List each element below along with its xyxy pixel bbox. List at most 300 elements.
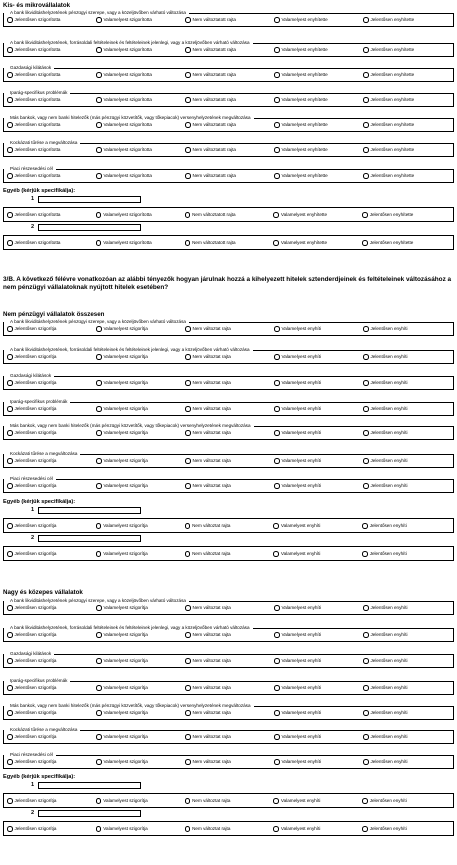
nonfin-other2-option-1[interactable] [7, 551, 96, 557]
micro-option-2[interactable] [96, 122, 185, 128]
radio-button[interactable] [273, 240, 279, 246]
nonfin-other2-option-2[interactable] [96, 551, 185, 557]
option-label: Jelentősen szigorítja [14, 759, 57, 765]
micro-option-2[interactable] [96, 17, 185, 23]
micro-other2-option-4[interactable] [273, 240, 362, 246]
radio-button[interactable] [274, 354, 280, 360]
nonfin-option-2[interactable] [96, 458, 185, 464]
radio-button[interactable] [363, 458, 369, 464]
nonfin-option-1[interactable] [7, 380, 96, 386]
nonfin-other2-option-4[interactable] [273, 551, 362, 557]
micro-option-5[interactable] [363, 122, 452, 128]
nonfin-option-5[interactable] [363, 458, 452, 464]
radio-button[interactable] [362, 212, 368, 218]
radio-button[interactable] [185, 97, 191, 103]
large-option-3[interactable] [185, 632, 274, 638]
large-option-3[interactable] [185, 605, 274, 611]
large-option-4[interactable] [274, 759, 363, 765]
radio-button[interactable] [7, 122, 13, 128]
option-label: Jelentősen enyhíti [370, 685, 408, 691]
nonfin-factor-group [3, 423, 454, 441]
nonfin-option-1[interactable] [7, 406, 96, 412]
radio-button[interactable] [96, 798, 102, 804]
micro-option-3[interactable] [185, 147, 274, 153]
large-option-1[interactable] [7, 658, 96, 664]
radio-button[interactable] [185, 551, 191, 557]
radio-button[interactable] [185, 798, 191, 804]
frame-border [3, 654, 4, 668]
nonfin-option-1[interactable] [7, 326, 96, 332]
radio-button[interactable] [185, 240, 191, 246]
radio-button[interactable] [185, 658, 191, 664]
nonfin-option-5[interactable] [363, 380, 452, 386]
radio-button[interactable] [274, 380, 280, 386]
radio-button[interactable] [185, 47, 191, 53]
radio-button[interactable] [274, 72, 280, 78]
radio-button[interactable] [96, 326, 102, 332]
micro-option-2[interactable] [96, 72, 185, 78]
micro-option-1[interactable] [7, 122, 96, 128]
radio-button[interactable] [96, 551, 102, 557]
radio-button[interactable] [273, 826, 279, 832]
radio-button[interactable] [363, 483, 369, 489]
nonfin-option-4[interactable] [274, 354, 363, 360]
radio-button[interactable] [363, 658, 369, 664]
radio-button[interactable] [7, 326, 13, 332]
large-option-5[interactable] [363, 759, 452, 765]
radio-button[interactable] [273, 798, 279, 804]
radio-button[interactable] [185, 826, 191, 832]
radio-button[interactable] [363, 354, 369, 360]
radio-button[interactable] [96, 759, 102, 765]
radio-button[interactable] [96, 212, 102, 218]
micro-option-1[interactable] [7, 173, 96, 179]
frame-border [3, 169, 4, 183]
large-option-3[interactable] [185, 710, 274, 716]
nonfin-option-3[interactable] [185, 326, 274, 332]
radio-button[interactable] [96, 734, 102, 740]
radio-button[interactable] [7, 458, 13, 464]
micro-option-4[interactable] [274, 17, 363, 23]
radio-button[interactable] [7, 380, 13, 386]
radio-button[interactable] [7, 685, 13, 691]
large-other1-option-2[interactable] [96, 798, 185, 804]
large-other1-option-5[interactable] [362, 798, 451, 804]
micro-option-3[interactable] [185, 47, 274, 53]
option-label: Jelentősen enyhítette [370, 147, 415, 153]
large-options [7, 685, 452, 691]
large-option-1[interactable] [7, 685, 96, 691]
radio-button[interactable] [185, 523, 191, 529]
radio-button[interactable] [274, 47, 280, 53]
large-option-5[interactable] [363, 632, 452, 638]
micro-option-5[interactable] [363, 72, 452, 78]
micro-option-1[interactable] [7, 47, 96, 53]
nonfin-other1-option-4[interactable] [273, 523, 362, 529]
large-option-2[interactable] [96, 632, 185, 638]
large-other1-option-3[interactable] [185, 798, 274, 804]
radio-button[interactable] [96, 47, 102, 53]
radio-button[interactable] [185, 122, 191, 128]
large-option-1[interactable] [7, 734, 96, 740]
radio-button[interactable] [7, 212, 13, 218]
nonfin-other1-option-2[interactable] [96, 523, 185, 529]
radio-button[interactable] [7, 826, 13, 832]
nonfin-other-input-1[interactable] [38, 507, 141, 514]
radio-button[interactable] [363, 430, 369, 436]
radio-button[interactable] [7, 17, 13, 23]
radio-button[interactable] [96, 97, 102, 103]
radio-button[interactable] [274, 173, 280, 179]
large-other2-option-1[interactable] [7, 826, 96, 832]
option-label: Valamelyest enyhíti [281, 326, 321, 332]
radio-button[interactable] [363, 122, 369, 128]
option-label: Valamelyest enyhíti [281, 380, 321, 386]
nonfin-option-3[interactable] [185, 430, 274, 436]
micro-option-3[interactable] [185, 173, 274, 179]
large-option-3[interactable] [185, 685, 274, 691]
radio-button[interactable] [363, 759, 369, 765]
radio-button[interactable] [274, 483, 280, 489]
large-other2-option-4[interactable] [273, 826, 362, 832]
large-option-4[interactable] [274, 685, 363, 691]
radio-button[interactable] [362, 798, 368, 804]
nonfin-option-5[interactable] [363, 326, 452, 332]
large-other2-option-3[interactable] [185, 826, 274, 832]
nonfin-option-2[interactable] [96, 483, 185, 489]
radio-button[interactable] [363, 710, 369, 716]
micro-option-5[interactable] [363, 147, 452, 153]
radio-button[interactable] [363, 734, 369, 740]
micro-option-5[interactable] [363, 47, 452, 53]
radio-button[interactable] [185, 17, 191, 23]
radio-button[interactable] [274, 734, 280, 740]
radio-button[interactable] [273, 551, 279, 557]
large-other1-option-4[interactable] [273, 798, 362, 804]
nonfin-option-5[interactable] [363, 354, 452, 360]
option-label: Jelentősen enyhíti [370, 380, 408, 386]
radio-button[interactable] [7, 523, 13, 529]
large-other1-option-1[interactable] [7, 798, 96, 804]
radio-button[interactable] [7, 734, 13, 740]
large-option-1[interactable] [7, 632, 96, 638]
nonfin-option-4[interactable] [274, 380, 363, 386]
large-option-2[interactable] [96, 710, 185, 716]
radio-button[interactable] [274, 17, 280, 23]
nonfin-option-2[interactable] [96, 354, 185, 360]
nonfin-other1-option-3[interactable] [185, 523, 274, 529]
micro-other1-option-1[interactable] [7, 212, 96, 218]
radio-button[interactable] [363, 326, 369, 332]
nonfin-other-input-2[interactable] [38, 535, 141, 542]
radio-button[interactable] [185, 406, 191, 412]
radio-button[interactable] [7, 710, 13, 716]
option-label: Nem változtatott rajta [192, 122, 236, 128]
radio-button[interactable] [7, 240, 13, 246]
large-option-5[interactable] [363, 734, 452, 740]
micro-option-3[interactable] [185, 17, 274, 23]
radio-button[interactable] [185, 458, 191, 464]
radio-button[interactable] [363, 406, 369, 412]
micro-other2-option-5[interactable] [362, 240, 451, 246]
large-option-5[interactable] [363, 658, 452, 664]
radio-button[interactable] [274, 430, 280, 436]
nonfin-option-3[interactable] [185, 380, 274, 386]
option-label: Jelentősen szigorította [14, 122, 61, 128]
micro-other-input-1[interactable] [38, 196, 141, 203]
radio-button[interactable] [363, 632, 369, 638]
nonfin-option-1[interactable] [7, 483, 96, 489]
nonfin-other1-option-5[interactable] [362, 523, 451, 529]
option-label: Nem változtatott rajta [192, 173, 236, 179]
large-option-3[interactable] [185, 734, 274, 740]
radio-button[interactable] [274, 147, 280, 153]
radio-button[interactable] [363, 605, 369, 611]
micro-option-4[interactable] [274, 97, 363, 103]
radio-button[interactable] [363, 97, 369, 103]
micro-option-4[interactable] [274, 122, 363, 128]
nonfin-option-4[interactable] [274, 458, 363, 464]
nonfin-option-2[interactable] [96, 326, 185, 332]
large-option-5[interactable] [363, 605, 452, 611]
radio-button[interactable] [363, 17, 369, 23]
radio-button[interactable] [185, 173, 191, 179]
micro-option-1[interactable] [7, 147, 96, 153]
large-option-4[interactable] [274, 605, 363, 611]
large-option-4[interactable] [274, 658, 363, 664]
nonfin-other2-option-3[interactable] [185, 551, 274, 557]
radio-button[interactable] [96, 173, 102, 179]
micro-option-4[interactable] [274, 72, 363, 78]
radio-button[interactable] [363, 380, 369, 386]
frame-border [3, 755, 4, 769]
large-option-5[interactable] [363, 685, 452, 691]
radio-button[interactable] [274, 632, 280, 638]
radio-button[interactable] [7, 632, 13, 638]
large-option-3[interactable] [185, 658, 274, 664]
radio-button[interactable] [363, 173, 369, 179]
micro-option-2[interactable] [96, 97, 185, 103]
nonfin-factor-label: Kockázati tűrése a megváltozása [10, 451, 78, 456]
radio-button[interactable] [7, 72, 13, 78]
radio-button[interactable] [96, 354, 102, 360]
radio-button[interactable] [274, 458, 280, 464]
radio-button[interactable] [7, 406, 13, 412]
radio-button[interactable] [274, 658, 280, 664]
radio-button[interactable] [7, 759, 13, 765]
large-option-5[interactable] [363, 710, 452, 716]
radio-button[interactable] [185, 326, 191, 332]
micro-option-2[interactable] [96, 147, 185, 153]
radio-button[interactable] [274, 710, 280, 716]
radio-button[interactable] [96, 147, 102, 153]
micro-option-3[interactable] [185, 72, 274, 78]
radio-button[interactable] [7, 47, 13, 53]
micro-other1-option-5[interactable] [362, 212, 451, 218]
option-label: Valamelyest enyhíti [281, 406, 321, 412]
large-option-2[interactable] [96, 685, 185, 691]
radio-button[interactable] [273, 523, 279, 529]
radio-button[interactable] [273, 212, 279, 218]
radio-button[interactable] [7, 147, 13, 153]
radio-button[interactable] [185, 483, 191, 489]
radio-button[interactable] [96, 240, 102, 246]
option-label: Nem változtat rajta [192, 380, 231, 386]
micro-other1-option-3[interactable] [185, 212, 274, 218]
radio-button[interactable] [96, 72, 102, 78]
radio-button[interactable] [7, 97, 13, 103]
radio-button[interactable] [185, 605, 191, 611]
nonfin-option-3[interactable] [185, 406, 274, 412]
large-other2-option-2[interactable] [96, 826, 185, 832]
micro-option-3[interactable] [185, 97, 274, 103]
micro-option-5[interactable] [363, 17, 452, 23]
radio-button[interactable] [7, 658, 13, 664]
nonfin-option-5[interactable] [363, 430, 452, 436]
micro-option-1[interactable] [7, 97, 96, 103]
radio-button[interactable] [96, 380, 102, 386]
micro-option-2[interactable] [96, 173, 185, 179]
nonfin-option-4[interactable] [274, 406, 363, 412]
radio-button[interactable] [96, 685, 102, 691]
radio-button[interactable] [185, 380, 191, 386]
nonfin-option-5[interactable] [363, 406, 452, 412]
micro-option-4[interactable] [274, 147, 363, 153]
radio-button[interactable] [96, 406, 102, 412]
micro-option-4[interactable] [274, 173, 363, 179]
nonfin-option-4[interactable] [274, 483, 363, 489]
large-option-3[interactable] [185, 759, 274, 765]
radio-button[interactable] [185, 430, 191, 436]
radio-button[interactable] [274, 122, 280, 128]
radio-button[interactable] [185, 212, 191, 218]
micro-option-1[interactable] [7, 72, 96, 78]
radio-button[interactable] [96, 826, 102, 832]
radio-button[interactable] [96, 658, 102, 664]
radio-button[interactable] [274, 685, 280, 691]
large-option-1[interactable] [7, 759, 96, 765]
radio-button[interactable] [96, 710, 102, 716]
large-option-1[interactable] [7, 710, 96, 716]
nonfin-option-4[interactable] [274, 326, 363, 332]
large-option-2[interactable] [96, 605, 185, 611]
micro-other2-option-1[interactable] [7, 240, 96, 246]
radio-button[interactable] [363, 147, 369, 153]
nonfin-option-4[interactable] [274, 430, 363, 436]
large-option-2[interactable] [96, 658, 185, 664]
radio-button[interactable] [185, 759, 191, 765]
radio-button[interactable] [185, 632, 191, 638]
radio-button[interactable] [96, 605, 102, 611]
large-option-2[interactable] [96, 759, 185, 765]
radio-button[interactable] [7, 551, 13, 557]
radio-button[interactable] [7, 483, 13, 489]
radio-button[interactable] [362, 240, 368, 246]
radio-button[interactable] [363, 72, 369, 78]
radio-button[interactable] [96, 483, 102, 489]
nonfin-option-2[interactable] [96, 380, 185, 386]
nonfin-option-1[interactable] [7, 430, 96, 436]
radio-button[interactable] [274, 759, 280, 765]
micro-other-input-2[interactable] [38, 224, 141, 231]
nonfin-other1-option-1[interactable] [7, 523, 96, 529]
radio-button[interactable] [96, 523, 102, 529]
micro-option-4[interactable] [274, 47, 363, 53]
nonfin-option-1[interactable] [7, 458, 96, 464]
nonfin-option-2[interactable] [96, 406, 185, 412]
radio-button[interactable] [362, 551, 368, 557]
micro-other2-option-2[interactable] [96, 240, 185, 246]
radio-button[interactable] [274, 406, 280, 412]
micro-option-1[interactable] [7, 17, 96, 23]
radio-button[interactable] [7, 354, 13, 360]
radio-button[interactable] [362, 826, 368, 832]
micro-other2-option-3[interactable] [185, 240, 274, 246]
radio-button[interactable] [7, 605, 13, 611]
micro-option-5[interactable] [363, 97, 452, 103]
nonfin-factor-label: A bank likviditáshelyzetének, forrásoldali feltételeinek és feltételeinek jelenlegi, vagy a közeljövőben várható változása [10, 347, 250, 352]
nonfin-options [7, 483, 452, 489]
nonfin-option-3[interactable] [185, 354, 274, 360]
option-label: Jelentősen szigorítja [14, 685, 57, 691]
large-option-4[interactable] [274, 734, 363, 740]
nonfin-option-1[interactable] [7, 354, 96, 360]
micro-option-2[interactable] [96, 47, 185, 53]
radio-button[interactable] [185, 354, 191, 360]
large-other-input-1[interactable] [38, 782, 141, 789]
large-option-2[interactable] [96, 734, 185, 740]
radio-button[interactable] [362, 523, 368, 529]
radio-button[interactable] [96, 430, 102, 436]
radio-button[interactable] [185, 710, 191, 716]
large-other-input-2[interactable] [38, 810, 141, 817]
radio-button[interactable] [96, 17, 102, 23]
radio-button[interactable] [274, 605, 280, 611]
radio-button[interactable] [185, 734, 191, 740]
frame-border [189, 13, 454, 14]
radio-button[interactable] [96, 122, 102, 128]
nonfin-option-3[interactable] [185, 483, 274, 489]
radio-button[interactable] [96, 458, 102, 464]
large-option-4[interactable] [274, 632, 363, 638]
radio-button[interactable] [7, 798, 13, 804]
micro-other1-option-4[interactable] [273, 212, 362, 218]
radio-button[interactable] [185, 685, 191, 691]
large-other2-option-5[interactable] [362, 826, 451, 832]
radio-button[interactable] [274, 97, 280, 103]
radio-button[interactable] [185, 72, 191, 78]
radio-button[interactable] [96, 632, 102, 638]
micro-other1-option-2[interactable] [96, 212, 185, 218]
radio-button[interactable] [363, 685, 369, 691]
large-option-4[interactable] [274, 710, 363, 716]
radio-button[interactable] [7, 173, 13, 179]
nonfin-other2-option-5[interactable] [362, 551, 451, 557]
radio-button[interactable] [7, 430, 13, 436]
large-factor-label: A bank likviditáshelyzetének pénzügyi szerepe, vagy a közeljövőben várható változása [10, 598, 186, 603]
radio-button[interactable] [274, 326, 280, 332]
micro-option-3[interactable] [185, 122, 274, 128]
micro-option-5[interactable] [363, 173, 452, 179]
frame-border [3, 681, 4, 695]
radio-button[interactable] [363, 47, 369, 53]
option-label: Valamelyest szigorítja [103, 551, 148, 557]
nonfin-option-3[interactable] [185, 458, 274, 464]
radio-button[interactable] [185, 147, 191, 153]
nonfin-option-5[interactable] [363, 483, 452, 489]
nonfin-option-2[interactable] [96, 430, 185, 436]
large-option-1[interactable] [7, 605, 96, 611]
